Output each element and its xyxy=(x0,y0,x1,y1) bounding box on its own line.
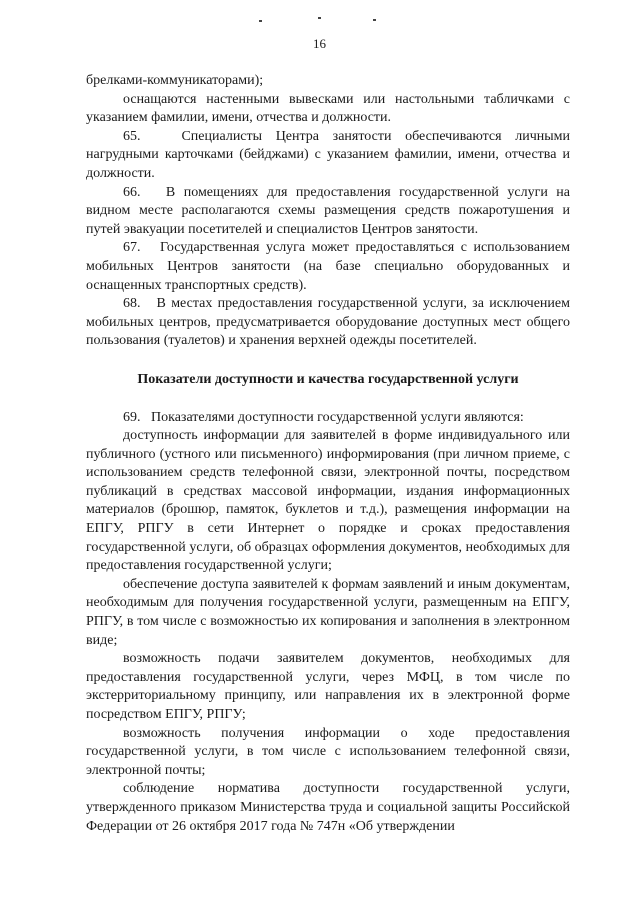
document-body xyxy=(86,72,570,836)
paragraph: 69. Показателями доступности государственной услуги являются: xyxy=(123,409,524,425)
paragraph: возможность получения информации о ходе предоставления государственной услуги, в том числе с использованием телефонной связи, электронной почты; xyxy=(86,725,570,778)
paragraph: брелками-коммуникаторами); xyxy=(86,73,264,88)
scan-mark xyxy=(318,17,321,19)
paragraph: соблюдение норматива доступности государственной услуги, утвержденного приказом Министерства труда и социальной защиты Российской Федерации от 26 октября 2017 года № 747н «Об утверждении xyxy=(86,781,570,834)
paragraph: 68. В местах предоставления государственной услуги, за исключением мобильных центров, предусматривается оборудование доступных мест общего пользования (туалетов) и хранения верхней одежды посетителей. xyxy=(86,296,570,349)
scan-mark xyxy=(259,20,262,22)
section-before xyxy=(86,72,570,351)
paragraph: 67. Государственная услуга может предоставляться с использованием мобильных Центров занятости (на базе специально оборудованных и оснащенных транспортных средств). xyxy=(86,240,570,293)
section-after xyxy=(86,409,570,837)
scan-mark xyxy=(373,19,376,21)
paragraph: оснащаются настенными вывесками или настольными табличками с указанием фамилии, имени, отчества и должности. xyxy=(86,91,570,126)
paragraph: 65. Специалисты Центра занятости обеспечиваются личными нагрудными карточками (бейджами) с указанием фамилии, имени, отчества и должности. xyxy=(86,128,570,181)
paragraph: 66. В помещениях для предоставления государственной услуги на видном месте располагаются схемы размещения средств пожаротушения и путей эвакуации посетителей и специалистов Центров занятости. xyxy=(86,184,570,237)
paragraph: доступность информации для заявителей в форме индивидуального или публичного (устного или письменного) информирования (при личном приеме, с использованием средств телефонной связи, электронной почты, посредством публикаций в средствах массовой информации, издания информационных материалов (брошюр, памяток, буклетов и т.д.), размещения информации на ЕПГУ, РПГУ в сети Интернет о порядке и сроках предоставления государственной услуги, об образцах оформления документов, необходимых для предоставления государственной услуги; xyxy=(86,428,570,574)
page-number: 16 xyxy=(313,36,326,51)
section-heading: Показатели доступности и качества государственной услуги xyxy=(137,371,519,387)
paragraph: обеспечение доступа заявителей к формам заявлений и иным документам, необходимым для получения государственной услуги, размещенным на ЕПГУ, РПГУ, в том числе с возможностью их копирования и заполнения в электронном виде; xyxy=(86,576,570,648)
paragraph: возможность подачи заявителем документов, необходимых для предоставления государственной услуги, через МФЦ, в том числе по экстерриториальному принципу, или направления их в электронной форме посредством ЕПГУ, РПГУ; xyxy=(86,651,570,722)
